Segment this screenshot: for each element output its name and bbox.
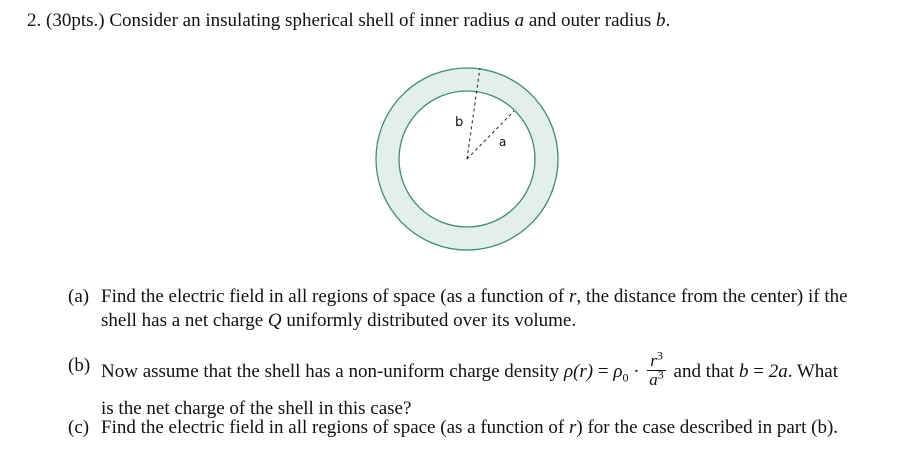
rho-0: ρ xyxy=(613,360,623,382)
part-a-label: (a) xyxy=(68,286,90,307)
rho-r: ρ(r) xyxy=(563,360,594,382)
var-a: a xyxy=(514,10,525,31)
var-b: b xyxy=(655,10,666,31)
problem-header xyxy=(27,10,670,32)
part-c-label: (c) xyxy=(68,417,90,438)
part-a-line-1: Find the electric field in all regions of space (as a function of r, the distance from the center) if the xyxy=(101,286,848,307)
spherical-shell-figure xyxy=(372,64,562,254)
part-b-label: (b) xyxy=(68,355,91,376)
radius-a-line xyxy=(467,111,514,159)
label-a: a xyxy=(499,135,507,149)
header-text-2: and outer radius xyxy=(528,10,652,31)
part-b-line-1: Now assume that the shell has a non-uniform charge density $\rho(r) = \rho_0$ · $\frac{r^3}{a^3}$ and that b = 2a. What xyxy=(101,348,838,389)
header-text-1: Consider an insulating spherical shell of inner radius xyxy=(109,10,510,31)
part-b-line-2: is the net charge of the shell in this case? xyxy=(101,398,412,419)
problem-points: (30pts.) xyxy=(46,10,105,31)
var-r: r xyxy=(568,286,577,307)
part-a-line-2: shell has a net charge Q uniformly distributed over its volume. xyxy=(101,310,577,331)
var-Q: Q xyxy=(267,310,282,331)
header-text-3: . xyxy=(665,10,671,31)
var-r: r xyxy=(568,417,577,438)
label-b: b xyxy=(455,115,464,130)
density-fraction: $\frac{r^3}{a^3}$ xyxy=(649,348,664,389)
problem-number: 2. xyxy=(27,10,42,31)
shell-ring xyxy=(376,68,558,250)
